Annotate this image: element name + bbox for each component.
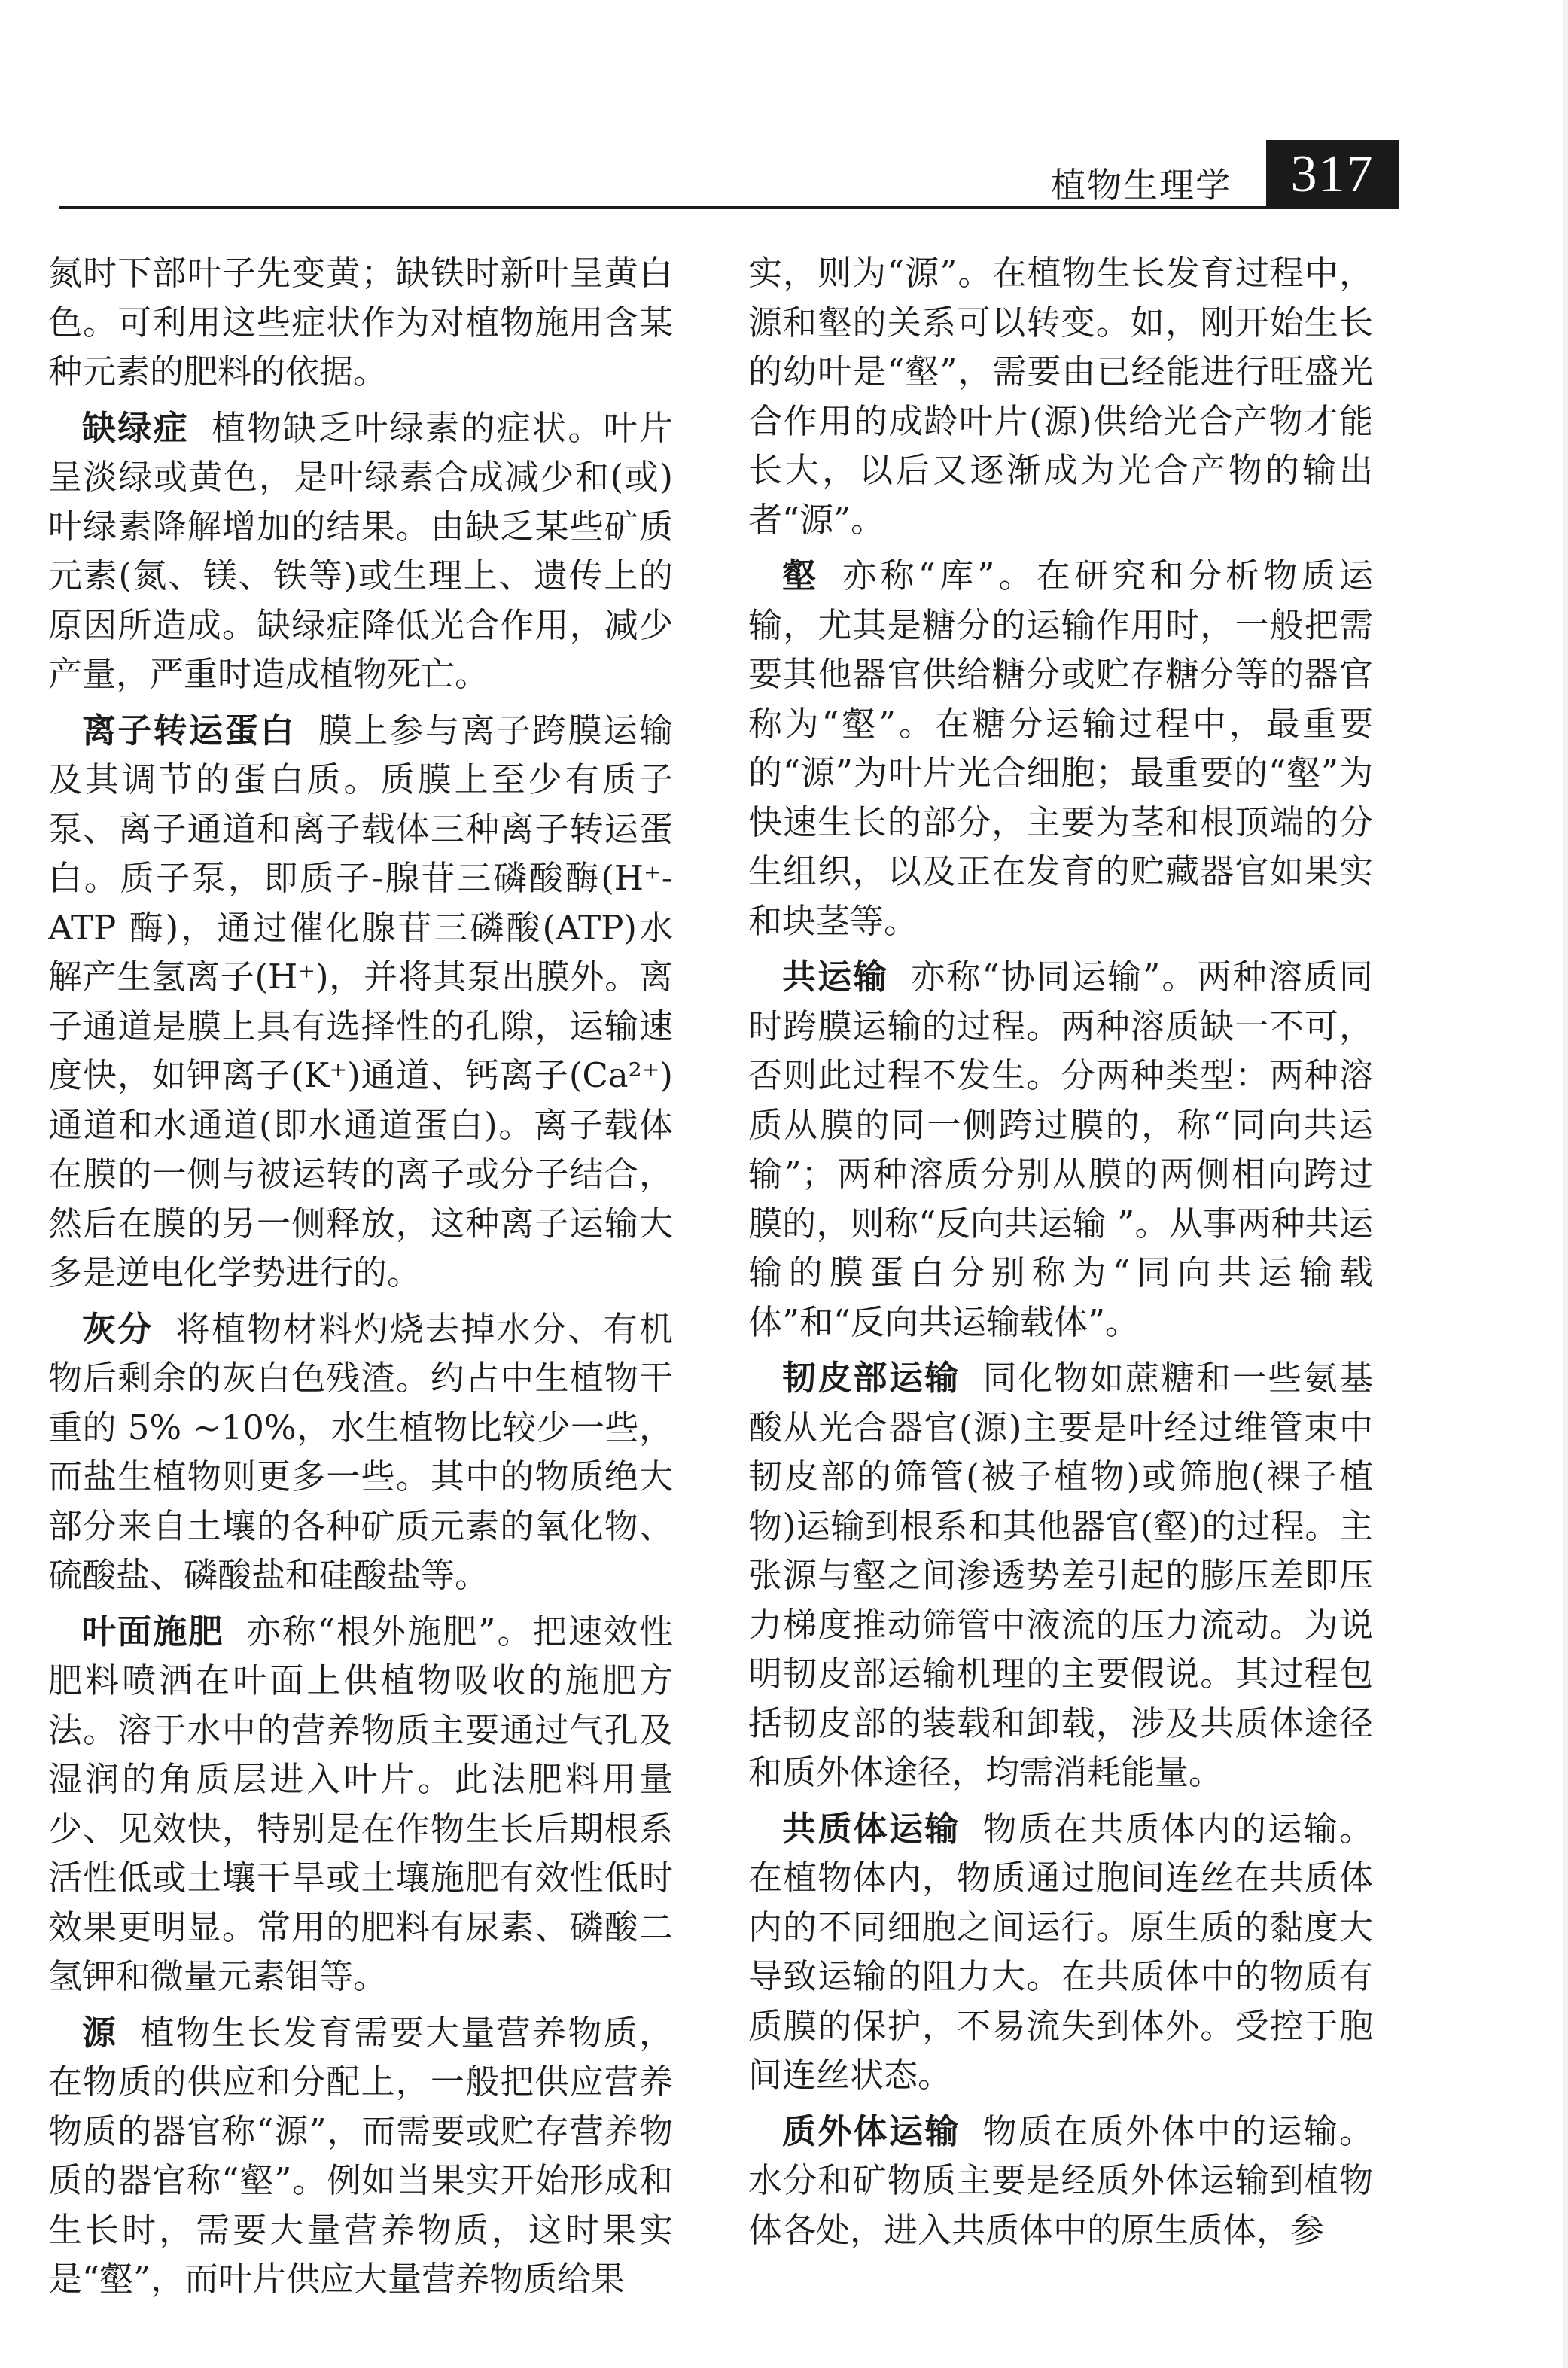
entry-term: 灰分 <box>82 1308 154 1349</box>
entry-term: 壑 <box>782 555 821 595</box>
running-title: 植物生理学 <box>1051 165 1232 205</box>
entry-text: 膜上参与离子跨膜运输及其调节的蛋白质。质膜上至少有质子泵、离子通道和离子载体三种离子转运蛋白。质子泵，即质子-腺苷三磷酸酶(H⁺-ATP 酶)，通过催化腺苷三磷酸(ATP)水解产生氢离子(H⁺)，并将其泵出膜外。离子通道是膜上具有选择性的孔隙，运输速度快，如钾离子(K⁺)通道、钙离子(Ca²⁺)通道和水通道(即水通道蛋白)。离子载体在膜的一侧与被运转的离子或分子结合，然后在膜的另一侧释放，这种离子运输大多是逆电化学势进行的。 <box>48 710 673 1292</box>
right-column <box>748 248 1373 2341</box>
page-edge <box>1563 0 1568 2368</box>
entry-continuation <box>48 248 673 397</box>
entry-text: 亦称“根外施肥”。把速效性肥料喷洒在叶面上供植物吸收的施肥方法。溶于水中的营养物质主要通过气孔及湿润的角质层进入叶片。此法肥料用量少、见效快，特别是在作物生长后期根系活性低或土壤干旱或土壤施肥有效性低时效果更明显。常用的肥料有尿素、磷酸二氢钾和微量元素钼等。 <box>48 1611 673 1996</box>
entry-term: 韧皮部运输 <box>782 1358 961 1398</box>
entry-term: 缺绿症 <box>82 407 189 448</box>
entry-term: 共质体运输 <box>782 1808 961 1849</box>
entry-text: 同化物如蔗糖和一些氨基酸从光合器官(源)主要是叶经过维管束中韧皮部的筛管(被子植物)或筛胞(裸子植物)运输到根系和其他器官(壑)的过程。主张源与壑之间渗透势差引起的膨压差即压力梯度推动筛管中液流的压力流动。为说明韧皮部运输机理的主要假说。其过程包括韧皮部的装载和卸载，涉及共质体途径和质外体途径，均需消耗能量。 <box>748 1358 1373 1792</box>
left-column <box>48 248 673 2341</box>
entry-source <box>48 2008 673 2304</box>
entry-term: 离子转运蛋白 <box>82 710 296 750</box>
entry-ash <box>48 1304 673 1600</box>
entry-symplast-transport <box>748 1804 1373 2100</box>
entry-text: 物质在共质体内的运输。在植物体内，物质通过胞间连丝在共质体内的不同细胞之间运行。原生质的黏度大导致运输的阻力大。在共质体中的物质有质膜的保护，不易流失到体外。受控于胞间连丝状态。 <box>748 1808 1373 2095</box>
entry-text: 物质在质外体中的运输。水分和矿物质主要是经质外体运输到植物体各处，进入共质体中的原生质体，参 <box>748 2111 1373 2250</box>
entry-term: 共运输 <box>782 957 889 997</box>
entry-foliar-fertilization <box>48 1607 673 2001</box>
entry-apoplast-transport <box>748 2107 1373 2255</box>
entry-text: 实，则为“源”。在植物生长发育过程中，源和壑的关系可以转变。如，刚开始生长的幼叶是“壑”，需要由已经能进行旺盛光合作用的成龄叶片(源)供给光合产物才能长大，以后又逐渐成为光合产物的输出者“源”。 <box>748 253 1373 540</box>
entry-term: 质外体运输 <box>782 2111 961 2151</box>
entry-text: 亦称“协同运输”。两种溶质同时跨膜运输的过程。两种溶质缺一不可，否则此过程不发生。分两种类型：两种溶质从膜的同一侧跨过膜的，称“同向共运输”；两种溶质分别从膜的两侧相向跨过膜的，则称“反向共运输 ”。从事两种共运输的膜蛋白分别称为“同向共运输载体”和“反向共运输载体”。 <box>748 957 1373 1342</box>
entry-ion-transporter <box>48 706 673 1298</box>
entry-cotransport <box>748 952 1373 1347</box>
entry-chlorosis <box>48 403 673 699</box>
entry-sink <box>748 551 1373 945</box>
entry-text: 植物缺乏叶绿素的症状。叶片呈淡绿或黄色，是叶绿素合成减少和(或)叶绿素降解增加的结果。由缺乏某些矿质元素(氮、镁、铁等)或生理上、遗传上的原因所造成。缺绿症降低光合作用，减少产量，严重时造成植物死亡。 <box>48 407 673 694</box>
entry-term: 叶面施肥 <box>82 1611 224 1651</box>
page-number: 317 <box>1266 140 1399 209</box>
entry-phloem-transport <box>748 1353 1373 1797</box>
header-rule <box>59 206 1399 209</box>
entry-text: 将植物材料灼烧去掉水分、有机物后剩余的灰白色残渣。约占中生植物干重的 5% ~10%，水生植物比较少一些，而盐生植物则更多一些。其中的物质绝大部分来自土壤的各种矿质元素的氧化物、硫酸盐、磷酸盐和硅酸盐等。 <box>48 1308 673 1595</box>
entry-text: 植物生长发育需要大量营养物质，在物质的供应和分配上，一般把供应营养物质的器官称“源”，而需要或贮存营养物质的器官称“壑”。例如当果实开始形成和生长时，需要大量营养物质，这时果实是“壑”，而叶片供应大量营养物质给果 <box>48 2012 673 2299</box>
entry-text: 亦称“库”。在研究和分析物质运输，尤其是糖分的运输作用时，一般把需要其他器官供给糖分或贮存糖分等的器官称为“壑”。在糖分运输过程中，最重要的“源”为叶片光合细胞；最重要的“壑”为快速生长的部分，主要为茎和根顶端的分生组织，以及正在发育的贮藏器官如果实和块茎等。 <box>748 555 1373 941</box>
entry-continuation <box>748 248 1373 544</box>
entry-term: 源 <box>82 2012 118 2053</box>
entry-text: 氮时下部叶子先变黄；缺铁时新叶呈黄白色。可利用这些症状作为对植物施用含某种元素的肥料的依据。 <box>48 253 673 391</box>
